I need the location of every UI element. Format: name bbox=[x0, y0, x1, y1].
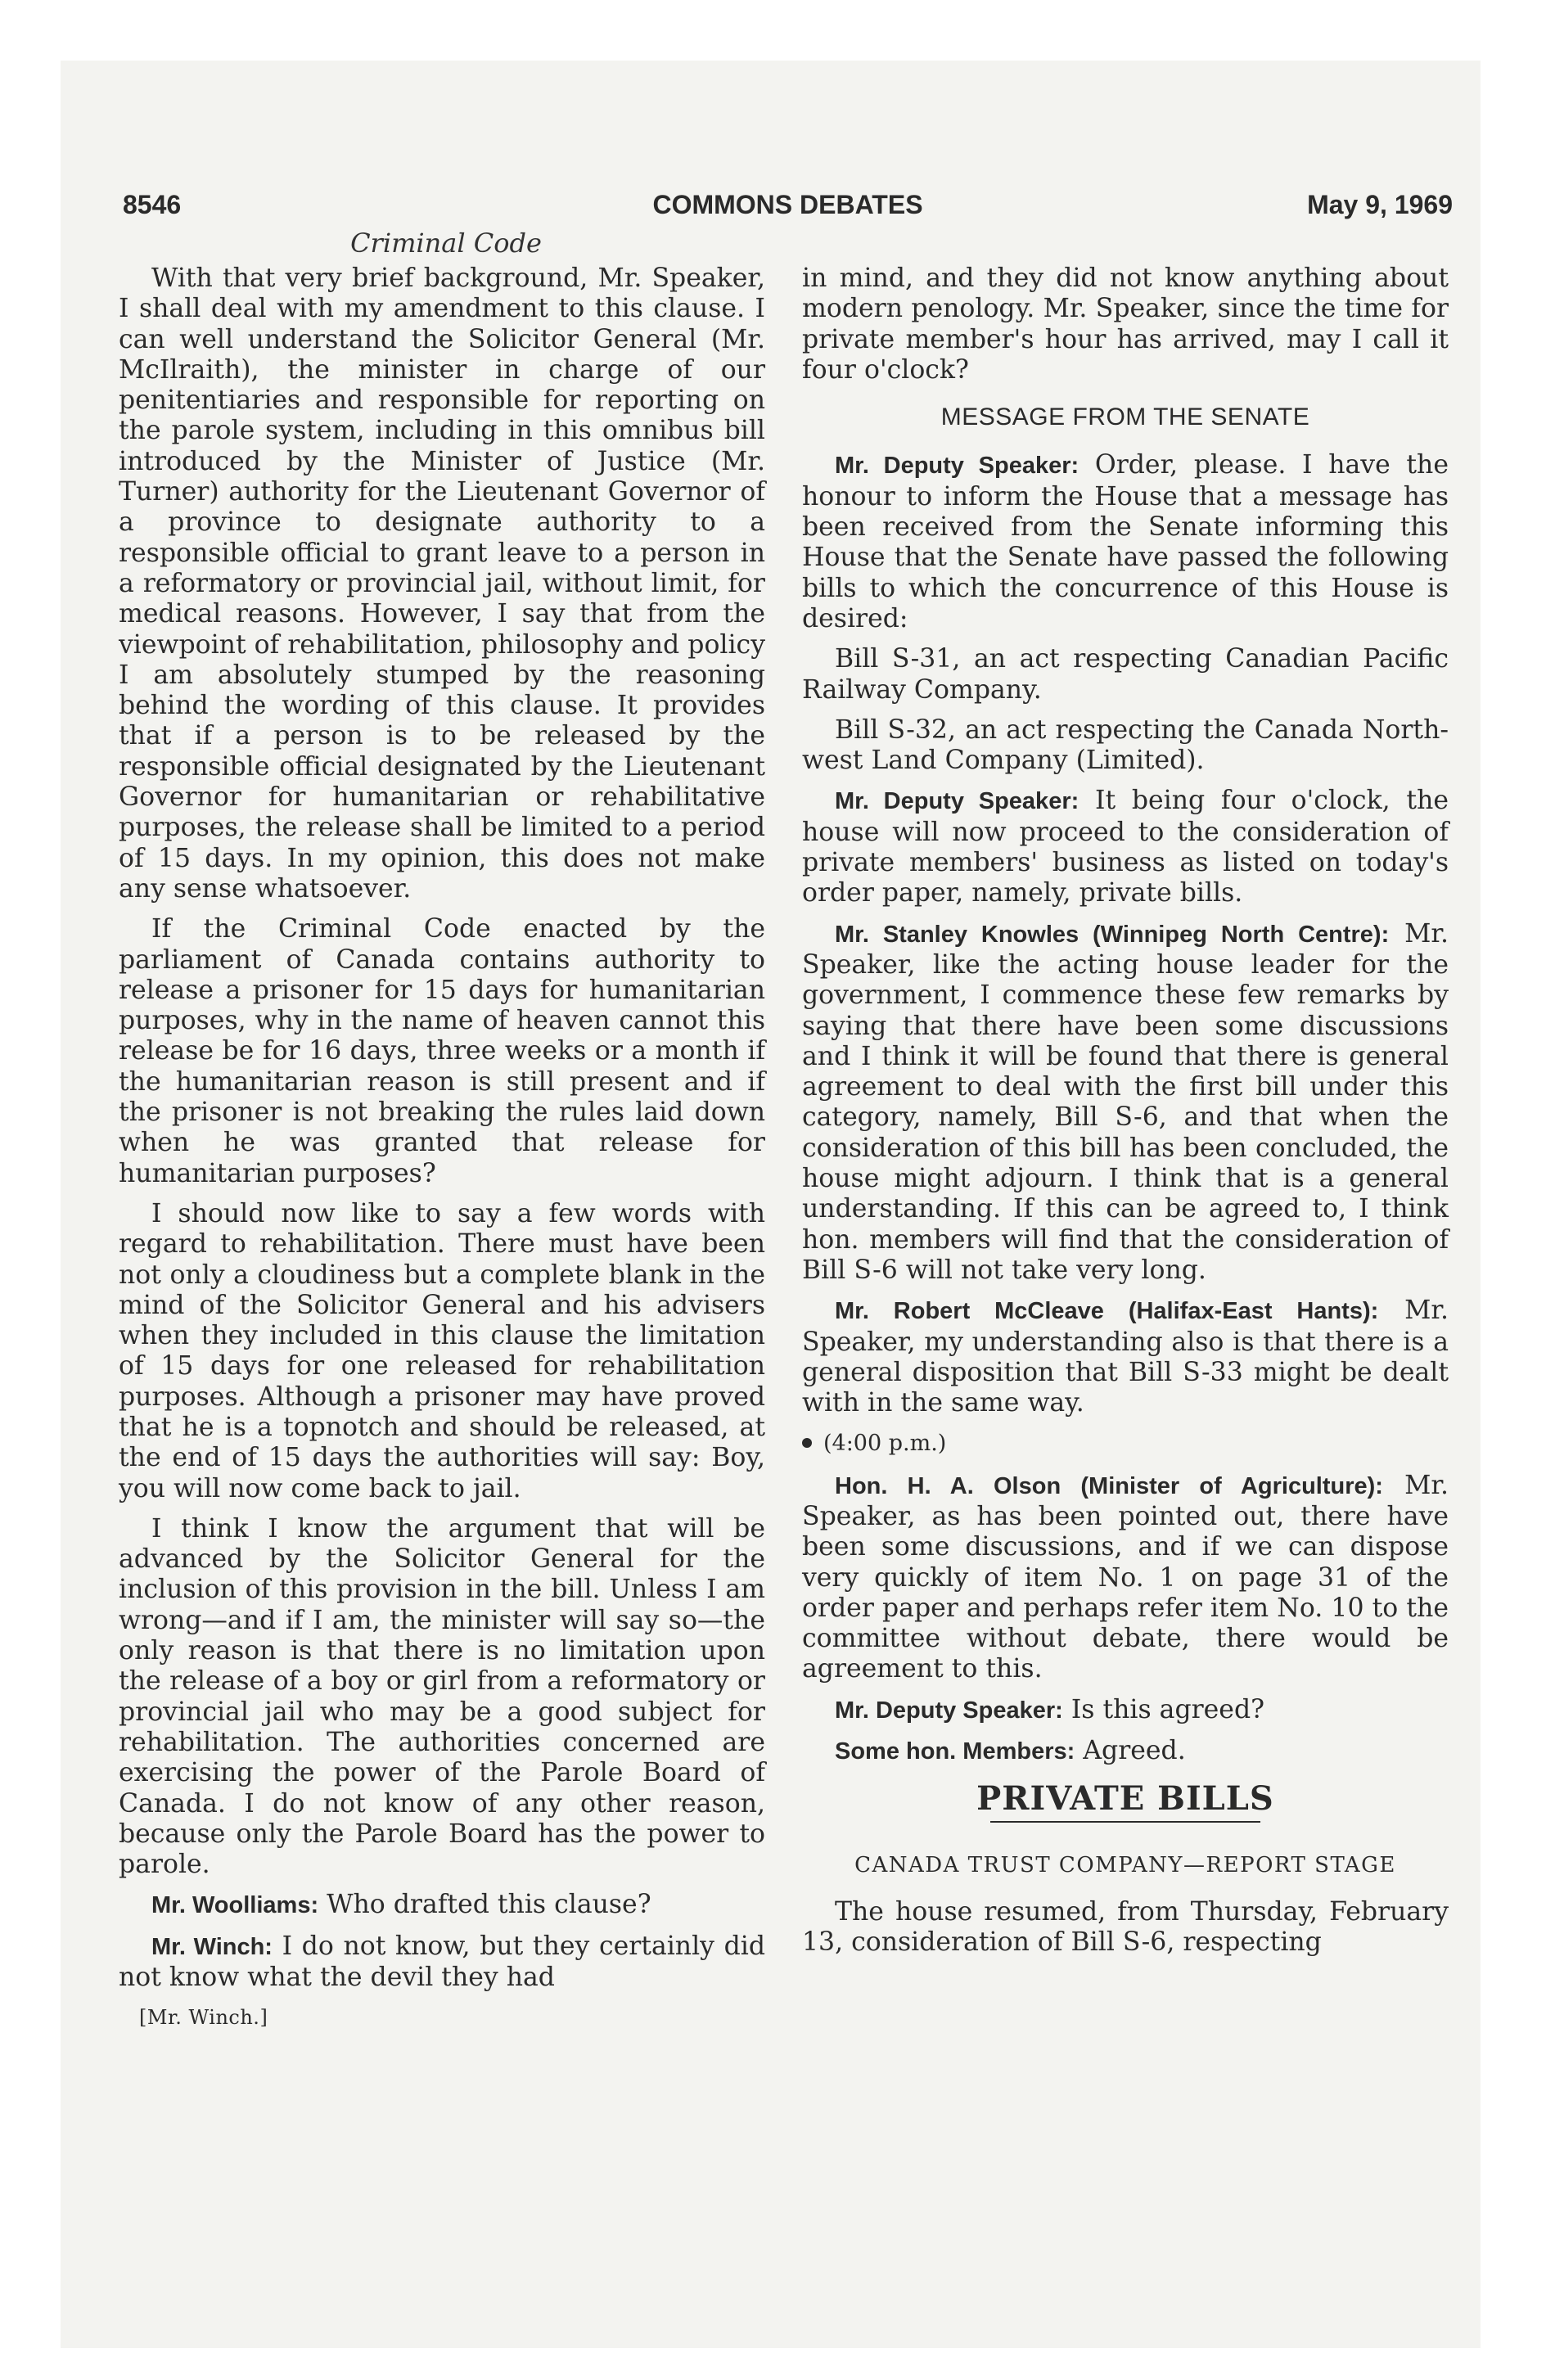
paragraph: I think I know the argument that will be advanced by the Solicitor General for the inclusion of this provision in the bill. Unless I am wrong—and if I am, the minister will say so—the only reason is that there is no limitation upon the release of a boy or girl from a reformatory or provincial jail who may be a good subject for rehabilitation. The authorities concerned are exercising the power of the Parole Board of Canada. I do not know of any other reason, because only the Parole Board has the power to parole. bbox=[119, 1513, 765, 1880]
speech-paragraph bbox=[802, 1736, 1449, 1767]
paragraph: I should now like to say a few words with regard to rehabilitation. There must have been not only a cloudiness but a complete blank in the mind of the Solicitor General and his advisers when they included in this clause the limitation of 15 days for one released for rehabilitation purposes. Although a prisoner may have proved that he is a topnotch and should be released, at the end of 15 days the authorities will say: Boy, you will now come back to jail. bbox=[119, 1198, 765, 1503]
paragraph: With that very brief background, Mr. Speaker, I shall deal with my amendment to this clause. I can well understand the Solicitor General (Mr. McIlraith), the minister in charge of our penitentiaries and responsible for reporting on the parole system, including in this omnibus bill introduced by the Minister of Justice (Mr. Turner) authority for the Lieutenant Governor of a province to designate authority to a responsible official to grant leave to a person in a reformatory or provincial jail, without limit, for medical reasons. However, I say that from the viewpoint of rehabilitation, philosophy and policy I am absolutely stumped by the reasoning behind the wording of this clause. It provides that if a person is to be released by the responsible official designated by the Lieutenant Governor for humanitarian or rehabilitative purposes, the release shall be limited to a period of 15 days. In my opinion, this does not make any sense whatsoever. bbox=[119, 264, 765, 904]
speech-paragraph bbox=[119, 1931, 765, 1994]
speech-paragraph bbox=[802, 919, 1449, 1287]
running-header bbox=[123, 190, 1453, 226]
bullet-icon bbox=[802, 1438, 812, 1448]
speaker-name: Mr. Deputy Speaker: bbox=[835, 788, 1079, 815]
speaker-name: Hon. H. A. Olson (Minister of Agriculture): bbox=[835, 1472, 1383, 1499]
speech-paragraph bbox=[802, 1695, 1449, 1726]
speaker-name: Mr. Woolliams: bbox=[151, 1892, 319, 1919]
speaker-name: Some hon. Members: bbox=[835, 1738, 1075, 1765]
speech-text: Agreed. bbox=[1083, 1736, 1186, 1766]
paragraph: The house resumed, from Thursday, February 13, consideration of Bill S-6, respecting bbox=[802, 1896, 1449, 1958]
speech-text: Is this agreed? bbox=[1070, 1694, 1265, 1724]
speech-text: Mr. Speaker, as has been pointed out, there have been some discussions, and if we can dispose very quickly of item No. 1 on page 31 of the order paper and perhaps refer item No. 10 to the committee without debate, there would be agreement to this. bbox=[802, 1470, 1449, 1684]
speaker-name: Mr. Deputy Speaker: bbox=[835, 1697, 1063, 1724]
speech-text: Mr. Speaker, like the acting house leader for the government, I commence these few remarks by saying that there have been some discussions and I think it will be found that there is general agreement to deal with the first bill under this category, namely, Bill S-6, and that when the consideration of this bill has been concluded, the house might adjourn. I think that is a general understanding. If this can be agreed to, I think hon. members will find that the consideration of Bill S-6 will not take very long. bbox=[802, 918, 1449, 1285]
subheading: CANADA TRUST COMPANY—REPORT STAGE bbox=[854, 1852, 1396, 1877]
speech-text: Order, please. I have the honour to inform the House that a message has been received from the Senate informing this House that the Senate have passed the following bills to which the concurrence of this House is desired: bbox=[802, 450, 1449, 633]
speech-text: Mr. Speaker, my understanding also is that there is a general disposition that Bill S-33 might be dealt with in the same way. bbox=[802, 1296, 1449, 1418]
speaker-name: Mr. Deputy Speaker: bbox=[835, 453, 1079, 480]
time-text: (4:00 p.m.) bbox=[823, 1431, 947, 1457]
speech-text: I do not know, but they certainly did not know what the devil they had bbox=[119, 1931, 765, 1993]
left-column bbox=[119, 264, 765, 2034]
speech-paragraph bbox=[119, 1890, 765, 1921]
speech-paragraph bbox=[802, 450, 1449, 634]
speaker-name: Mr. Robert McCleave (Halifax-East Hants): bbox=[835, 1298, 1379, 1325]
section-heading: MESSAGE FROM THE SENATE bbox=[940, 403, 1310, 431]
paragraph: Bill S-31, an act respecting Canadian Pacific Railway Company. bbox=[802, 644, 1449, 705]
speaker-name: Mr. Stanley Knowles (Winnipeg North Centre): bbox=[835, 921, 1390, 948]
paragraph: If the Criminal Code enacted by the parliament of Canada contains authority to release a prisoner for 15 days for humanitarian purposes, why in the name of heaven cannot this release be for 16 days, three weeks or a month if the humanitarian reason is still present and if the prisoner is not breaking the rules laid down when he was granted that release for humanitarian purposes? bbox=[119, 914, 765, 1188]
speech-text: Who drafted this clause? bbox=[327, 1890, 651, 1920]
speech-text: It being four o'clock, the house will now proceed to the consideration of private members' business as listed on today's order paper, namely, private bills. bbox=[802, 786, 1449, 908]
publication-title: COMMONS DEBATES bbox=[652, 190, 923, 219]
speech-paragraph bbox=[802, 786, 1449, 908]
speech-paragraph bbox=[802, 1296, 1449, 1418]
speaker-name: Mr. Winch: bbox=[151, 1933, 273, 1960]
speech-paragraph bbox=[802, 1471, 1449, 1685]
page-number: 8546 bbox=[123, 190, 182, 219]
heading-rule bbox=[990, 1821, 1260, 1823]
paragraph: Bill S-32, an act respecting the Canada North-west Land Company (Limited). bbox=[802, 714, 1449, 776]
paragraph: in mind, and they did not know anything about modern penology. Mr. Speaker, since the time for private member's hour has arrived, may I call it four o'clock? bbox=[802, 264, 1449, 385]
section-subheader: Criminal Code bbox=[350, 228, 542, 259]
speaker-footnote: [Mr. Winch.] bbox=[139, 2006, 268, 2030]
major-heading: PRIVATE BILLS bbox=[976, 1779, 1274, 1819]
page-date: May 9, 1969 bbox=[1307, 190, 1453, 219]
time-marker bbox=[802, 1428, 1449, 1458]
right-column bbox=[802, 264, 1449, 1968]
